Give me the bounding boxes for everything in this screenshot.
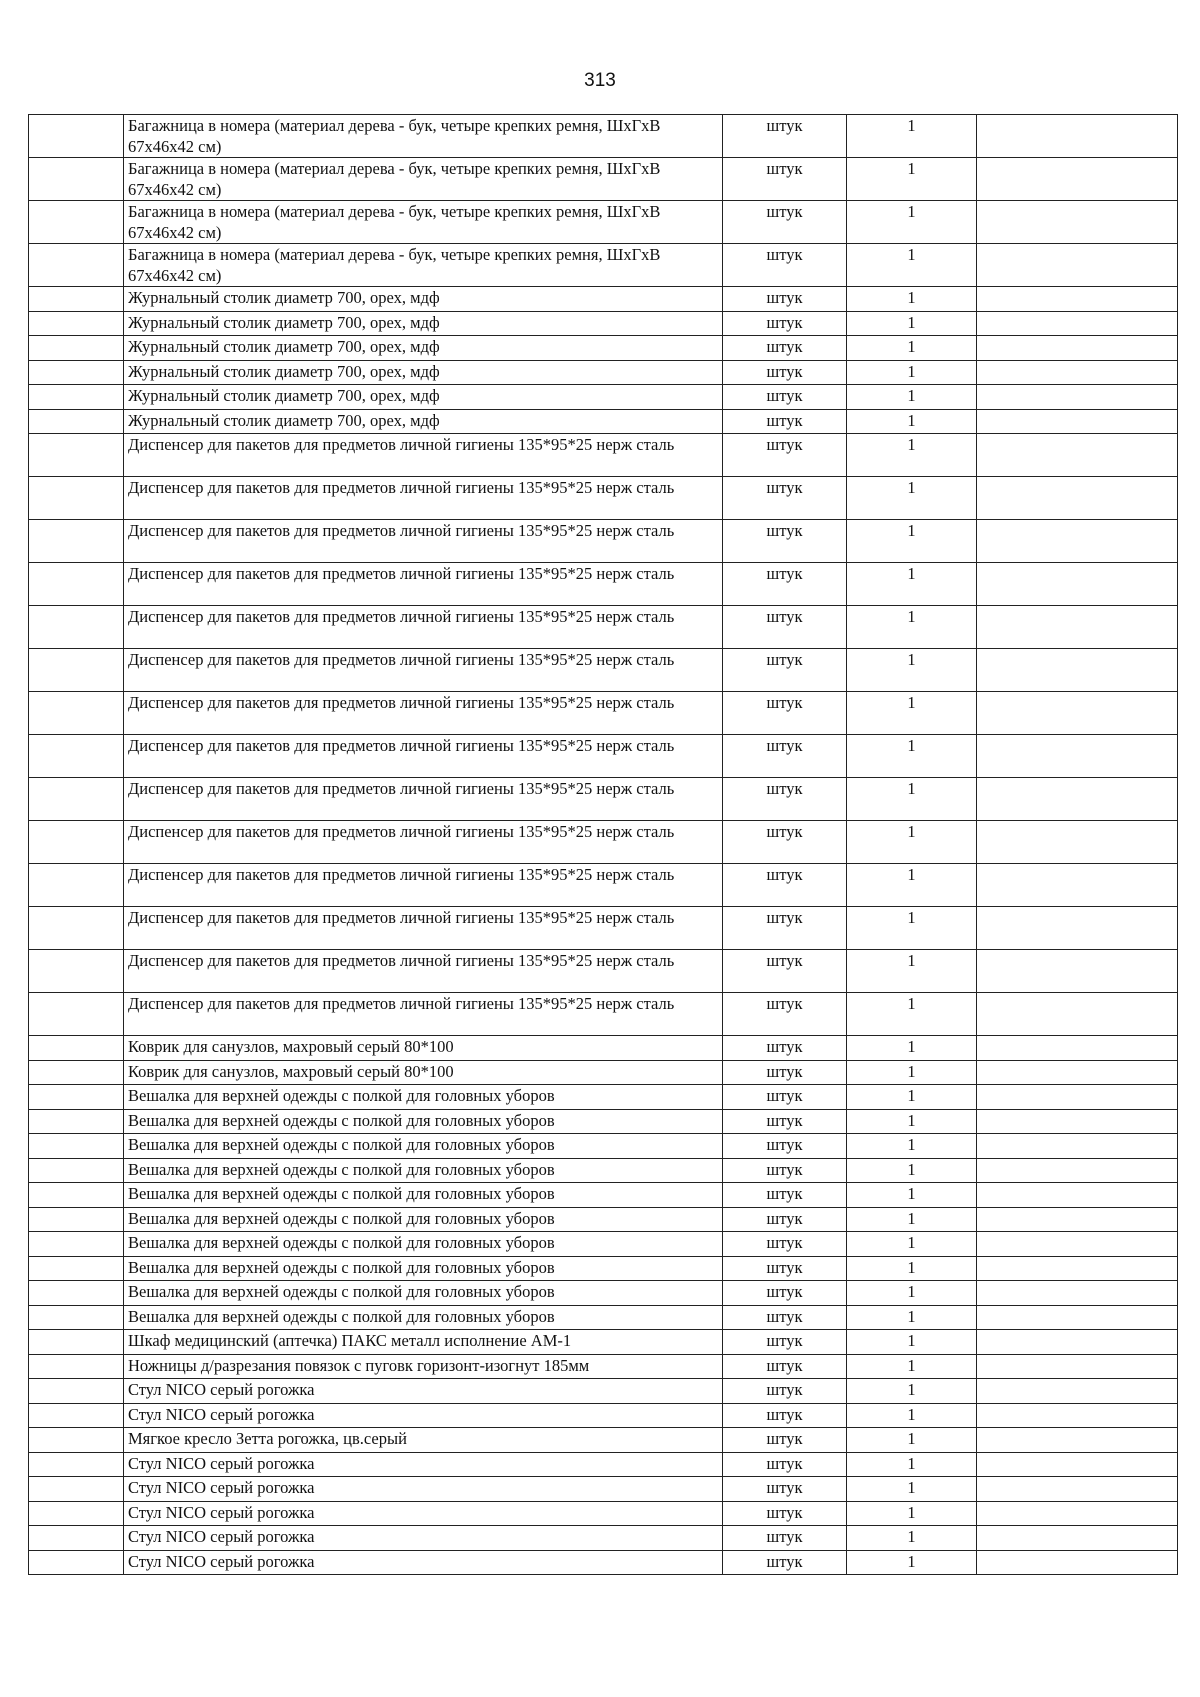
item-note-cell — [977, 1036, 1178, 1061]
table-row — [29, 1452, 1178, 1477]
row-number-cell — [29, 158, 124, 201]
item-unit-cell: штук — [723, 1134, 847, 1159]
item-unit-cell: штук — [723, 563, 847, 606]
item-qty-cell: 1 — [847, 1428, 977, 1453]
item-name-cell: Диспенсер для пакетов для предметов личной гигиены 135*95*25 нерж сталь — [124, 649, 723, 692]
item-name-cell: Вешалка для верхней одежды с полкой для головных уборов — [124, 1085, 723, 1110]
row-number-cell — [29, 477, 124, 520]
item-qty-cell: 1 — [847, 477, 977, 520]
item-qty-cell: 1 — [847, 1109, 977, 1134]
item-qty-cell: 1 — [847, 563, 977, 606]
item-unit-cell: штук — [723, 158, 847, 201]
item-unit-cell: штук — [723, 409, 847, 434]
item-unit-cell: штук — [723, 115, 847, 158]
row-number-cell — [29, 1526, 124, 1551]
row-number-cell — [29, 1477, 124, 1502]
item-qty-cell: 1 — [847, 1550, 977, 1575]
item-unit-cell: штук — [723, 1526, 847, 1551]
item-qty-cell: 1 — [847, 336, 977, 361]
item-unit-cell: штук — [723, 244, 847, 287]
item-name-cell: Багажница в номера (материал дерева - бук, четыре крепких ремня, ШхГхВ 67х46х42 см) — [124, 115, 723, 158]
item-note-cell — [977, 1207, 1178, 1232]
row-number-cell — [29, 201, 124, 244]
item-name-cell: Вешалка для верхней одежды с полкой для головных уборов — [124, 1134, 723, 1159]
item-note-cell — [977, 1379, 1178, 1404]
item-unit-cell: штук — [723, 649, 847, 692]
row-number-cell — [29, 434, 124, 477]
table-row — [29, 563, 1178, 606]
item-name-cell: Мягкое кресло Зетта рогожка, цв.серый — [124, 1428, 723, 1453]
table-row — [29, 1305, 1178, 1330]
item-qty-cell: 1 — [847, 520, 977, 563]
item-name-cell: Диспенсер для пакетов для предметов личной гигиены 135*95*25 нерж сталь — [124, 477, 723, 520]
row-number-cell — [29, 1158, 124, 1183]
table-row — [29, 907, 1178, 950]
table-row — [29, 520, 1178, 563]
item-name-cell: Багажница в номера (материал дерева - бук, четыре крепких ремня, ШхГхВ 67х46х42 см) — [124, 201, 723, 244]
item-qty-cell: 1 — [847, 1281, 977, 1306]
items-table-body — [29, 115, 1178, 1575]
item-name-cell: Багажница в номера (материал дерева - бук, четыре крепких ремня, ШхГхВ 67х46х42 см) — [124, 158, 723, 201]
item-unit-cell: штук — [723, 1085, 847, 1110]
item-name-cell: Стул NICO серый рогожка — [124, 1452, 723, 1477]
item-qty-cell: 1 — [847, 1452, 977, 1477]
item-unit-cell: штук — [723, 907, 847, 950]
item-qty-cell: 1 — [847, 1207, 977, 1232]
table-row — [29, 821, 1178, 864]
item-name-cell: Диспенсер для пакетов для предметов личной гигиены 135*95*25 нерж сталь — [124, 692, 723, 735]
row-number-cell — [29, 1403, 124, 1428]
item-note-cell — [977, 649, 1178, 692]
row-number-cell — [29, 287, 124, 312]
row-number-cell — [29, 649, 124, 692]
table-row — [29, 864, 1178, 907]
item-qty-cell: 1 — [847, 907, 977, 950]
item-qty-cell: 1 — [847, 1379, 977, 1404]
item-note-cell — [977, 287, 1178, 312]
item-note-cell — [977, 950, 1178, 993]
item-note-cell — [977, 1134, 1178, 1159]
row-number-cell — [29, 563, 124, 606]
item-unit-cell: штук — [723, 1452, 847, 1477]
item-note-cell — [977, 1158, 1178, 1183]
item-name-cell: Журнальный столик диаметр 700, орех, мдф — [124, 287, 723, 312]
table-row — [29, 1354, 1178, 1379]
item-qty-cell: 1 — [847, 158, 977, 201]
item-note-cell — [977, 477, 1178, 520]
item-unit-cell: штук — [723, 201, 847, 244]
item-unit-cell: штук — [723, 336, 847, 361]
table-row — [29, 115, 1178, 158]
item-note-cell — [977, 1550, 1178, 1575]
item-note-cell — [977, 563, 1178, 606]
item-name-cell: Диспенсер для пакетов для предметов личной гигиены 135*95*25 нерж сталь — [124, 778, 723, 821]
item-unit-cell: штук — [723, 434, 847, 477]
item-qty-cell: 1 — [847, 1501, 977, 1526]
item-note-cell — [977, 864, 1178, 907]
table-row — [29, 1477, 1178, 1502]
item-name-cell: Стул NICO серый рогожка — [124, 1501, 723, 1526]
table-row — [29, 1379, 1178, 1404]
table-row — [29, 1403, 1178, 1428]
table-row — [29, 1501, 1178, 1526]
item-unit-cell: штук — [723, 821, 847, 864]
item-qty-cell: 1 — [847, 1403, 977, 1428]
table-row — [29, 1134, 1178, 1159]
table-row — [29, 778, 1178, 821]
table-row — [29, 434, 1178, 477]
table-row — [29, 606, 1178, 649]
row-number-cell — [29, 1452, 124, 1477]
item-unit-cell: штук — [723, 1281, 847, 1306]
item-note-cell — [977, 1183, 1178, 1208]
item-qty-cell: 1 — [847, 311, 977, 336]
item-name-cell: Стул NICO серый рогожка — [124, 1550, 723, 1575]
table-row — [29, 1085, 1178, 1110]
row-number-cell — [29, 1354, 124, 1379]
table-row — [29, 201, 1178, 244]
row-number-cell — [29, 1036, 124, 1061]
item-note-cell — [977, 1109, 1178, 1134]
table-row — [29, 244, 1178, 287]
item-note-cell — [977, 606, 1178, 649]
item-note-cell — [977, 311, 1178, 336]
row-number-cell — [29, 1428, 124, 1453]
table-row — [29, 360, 1178, 385]
item-note-cell — [977, 1354, 1178, 1379]
item-note-cell — [977, 907, 1178, 950]
row-number-cell — [29, 692, 124, 735]
row-number-cell — [29, 606, 124, 649]
item-unit-cell: штук — [723, 1158, 847, 1183]
item-note-cell — [977, 1428, 1178, 1453]
item-unit-cell: штук — [723, 1379, 847, 1404]
table-row — [29, 1060, 1178, 1085]
item-qty-cell: 1 — [847, 606, 977, 649]
item-qty-cell: 1 — [847, 115, 977, 158]
item-qty-cell: 1 — [847, 864, 977, 907]
item-note-cell — [977, 434, 1178, 477]
item-name-cell: Диспенсер для пакетов для предметов личной гигиены 135*95*25 нерж сталь — [124, 606, 723, 649]
item-qty-cell: 1 — [847, 1158, 977, 1183]
item-name-cell: Диспенсер для пакетов для предметов личной гигиены 135*95*25 нерж сталь — [124, 520, 723, 563]
item-note-cell — [977, 1501, 1178, 1526]
item-unit-cell: штук — [723, 1305, 847, 1330]
item-qty-cell: 1 — [847, 287, 977, 312]
item-name-cell: Ножницы д/разрезания повязок с пуговк горизонт-изогнут 185мм — [124, 1354, 723, 1379]
table-row — [29, 158, 1178, 201]
table-row — [29, 1256, 1178, 1281]
item-name-cell: Вешалка для верхней одежды с полкой для головных уборов — [124, 1256, 723, 1281]
item-qty-cell: 1 — [847, 735, 977, 778]
item-name-cell: Багажница в номера (материал дерева - бук, четыре крепких ремня, ШхГхВ 67х46х42 см) — [124, 244, 723, 287]
item-name-cell: Коврик для санузлов, махровый серый 80*100 — [124, 1060, 723, 1085]
table-row — [29, 649, 1178, 692]
item-name-cell: Стул NICO серый рогожка — [124, 1526, 723, 1551]
row-number-cell — [29, 735, 124, 778]
item-note-cell — [977, 735, 1178, 778]
table-row — [29, 1109, 1178, 1134]
item-name-cell: Вешалка для верхней одежды с полкой для головных уборов — [124, 1158, 723, 1183]
items-table — [28, 114, 1178, 1575]
item-note-cell — [977, 336, 1178, 361]
item-qty-cell: 1 — [847, 434, 977, 477]
item-note-cell — [977, 1256, 1178, 1281]
item-note-cell — [977, 821, 1178, 864]
item-unit-cell: штук — [723, 735, 847, 778]
row-number-cell — [29, 360, 124, 385]
item-unit-cell: штук — [723, 520, 847, 563]
page-number: 313 — [584, 70, 616, 91]
item-qty-cell: 1 — [847, 201, 977, 244]
table-row — [29, 993, 1178, 1036]
item-note-cell — [977, 115, 1178, 158]
table-row — [29, 311, 1178, 336]
item-name-cell: Стул NICO серый рогожка — [124, 1379, 723, 1404]
item-name-cell: Вешалка для верхней одежды с полкой для головных уборов — [124, 1207, 723, 1232]
item-name-cell: Вешалка для верхней одежды с полкой для головных уборов — [124, 1305, 723, 1330]
row-number-cell — [29, 385, 124, 410]
item-qty-cell: 1 — [847, 1477, 977, 1502]
item-note-cell — [977, 1085, 1178, 1110]
item-unit-cell: штук — [723, 1550, 847, 1575]
item-qty-cell: 1 — [847, 1232, 977, 1257]
item-qty-cell: 1 — [847, 1256, 977, 1281]
item-unit-cell: штук — [723, 1207, 847, 1232]
item-qty-cell: 1 — [847, 1330, 977, 1355]
row-number-cell — [29, 1330, 124, 1355]
item-unit-cell: штук — [723, 1256, 847, 1281]
table-row — [29, 1281, 1178, 1306]
item-note-cell — [977, 1526, 1178, 1551]
item-unit-cell: штук — [723, 778, 847, 821]
item-unit-cell: штук — [723, 385, 847, 410]
item-note-cell — [977, 520, 1178, 563]
row-number-cell — [29, 244, 124, 287]
item-name-cell: Диспенсер для пакетов для предметов личной гигиены 135*95*25 нерж сталь — [124, 950, 723, 993]
item-qty-cell: 1 — [847, 244, 977, 287]
row-number-cell — [29, 1232, 124, 1257]
row-number-cell — [29, 311, 124, 336]
item-unit-cell: штук — [723, 311, 847, 336]
table-row — [29, 1330, 1178, 1355]
item-unit-cell: штук — [723, 1060, 847, 1085]
row-number-cell — [29, 1109, 124, 1134]
table-row — [29, 1158, 1178, 1183]
item-qty-cell: 1 — [847, 360, 977, 385]
table-row — [29, 1526, 1178, 1551]
item-name-cell: Вешалка для верхней одежды с полкой для головных уборов — [124, 1183, 723, 1208]
item-name-cell: Вешалка для верхней одежды с полкой для головных уборов — [124, 1109, 723, 1134]
item-name-cell: Журнальный столик диаметр 700, орех, мдф — [124, 409, 723, 434]
row-number-cell — [29, 1501, 124, 1526]
table-row — [29, 1428, 1178, 1453]
item-unit-cell: штук — [723, 477, 847, 520]
item-name-cell: Стул NICO серый рогожка — [124, 1403, 723, 1428]
item-name-cell: Диспенсер для пакетов для предметов личной гигиены 135*95*25 нерж сталь — [124, 434, 723, 477]
item-name-cell: Диспенсер для пакетов для предметов личной гигиены 135*95*25 нерж сталь — [124, 563, 723, 606]
table-row — [29, 477, 1178, 520]
table-row — [29, 385, 1178, 410]
item-note-cell — [977, 692, 1178, 735]
table-row — [29, 409, 1178, 434]
item-note-cell — [977, 360, 1178, 385]
item-note-cell — [977, 993, 1178, 1036]
row-number-cell — [29, 1256, 124, 1281]
item-unit-cell: штук — [723, 606, 847, 649]
item-note-cell — [977, 244, 1178, 287]
item-note-cell — [977, 158, 1178, 201]
row-number-cell — [29, 950, 124, 993]
item-name-cell: Коврик для санузлов, махровый серый 80*100 — [124, 1036, 723, 1061]
item-unit-cell: штук — [723, 1183, 847, 1208]
item-unit-cell: штук — [723, 1330, 847, 1355]
item-qty-cell: 1 — [847, 1305, 977, 1330]
item-qty-cell: 1 — [847, 1526, 977, 1551]
table-row — [29, 1550, 1178, 1575]
item-name-cell: Стул NICO серый рогожка — [124, 1477, 723, 1502]
item-name-cell: Диспенсер для пакетов для предметов личной гигиены 135*95*25 нерж сталь — [124, 735, 723, 778]
table-row — [29, 336, 1178, 361]
item-unit-cell: штук — [723, 1354, 847, 1379]
row-number-cell — [29, 336, 124, 361]
item-qty-cell: 1 — [847, 950, 977, 993]
item-name-cell: Журнальный столик диаметр 700, орех, мдф — [124, 311, 723, 336]
item-name-cell: Вешалка для верхней одежды с полкой для головных уборов — [124, 1281, 723, 1306]
item-qty-cell: 1 — [847, 649, 977, 692]
row-number-cell — [29, 864, 124, 907]
item-qty-cell: 1 — [847, 385, 977, 410]
table-row — [29, 1207, 1178, 1232]
item-qty-cell: 1 — [847, 1183, 977, 1208]
item-qty-cell: 1 — [847, 993, 977, 1036]
row-number-cell — [29, 1305, 124, 1330]
item-unit-cell: штук — [723, 1403, 847, 1428]
item-name-cell: Журнальный столик диаметр 700, орех, мдф — [124, 336, 723, 361]
item-unit-cell: штук — [723, 287, 847, 312]
item-qty-cell: 1 — [847, 1060, 977, 1085]
table-row — [29, 287, 1178, 312]
item-unit-cell: штук — [723, 1477, 847, 1502]
item-qty-cell: 1 — [847, 692, 977, 735]
table-row — [29, 1183, 1178, 1208]
item-name-cell: Диспенсер для пакетов для предметов личной гигиены 135*95*25 нерж сталь — [124, 864, 723, 907]
item-name-cell: Диспенсер для пакетов для предметов личной гигиены 135*95*25 нерж сталь — [124, 821, 723, 864]
item-qty-cell: 1 — [847, 409, 977, 434]
row-number-cell — [29, 821, 124, 864]
row-number-cell — [29, 1060, 124, 1085]
item-unit-cell: штук — [723, 1232, 847, 1257]
row-number-cell — [29, 409, 124, 434]
table-row — [29, 1232, 1178, 1257]
item-qty-cell: 1 — [847, 1134, 977, 1159]
item-unit-cell: штук — [723, 692, 847, 735]
item-note-cell — [977, 1477, 1178, 1502]
row-number-cell — [29, 778, 124, 821]
table-row — [29, 735, 1178, 778]
row-number-cell — [29, 520, 124, 563]
table-row — [29, 1036, 1178, 1061]
item-note-cell — [977, 1305, 1178, 1330]
item-note-cell — [977, 1403, 1178, 1428]
item-unit-cell: штук — [723, 993, 847, 1036]
item-unit-cell: штук — [723, 950, 847, 993]
item-qty-cell: 1 — [847, 821, 977, 864]
row-number-cell — [29, 1134, 124, 1159]
item-note-cell — [977, 778, 1178, 821]
item-unit-cell: штук — [723, 1428, 847, 1453]
item-note-cell — [977, 1232, 1178, 1257]
item-name-cell: Шкаф медицинский (аптечка) ПАКС металл исполнение АМ-1 — [124, 1330, 723, 1355]
item-unit-cell: штук — [723, 1109, 847, 1134]
row-number-cell — [29, 1207, 124, 1232]
item-unit-cell: штук — [723, 360, 847, 385]
item-qty-cell: 1 — [847, 1085, 977, 1110]
row-number-cell — [29, 1281, 124, 1306]
row-number-cell — [29, 1550, 124, 1575]
table-row — [29, 950, 1178, 993]
item-qty-cell: 1 — [847, 778, 977, 821]
item-qty-cell: 1 — [847, 1354, 977, 1379]
row-number-cell — [29, 993, 124, 1036]
row-number-cell — [29, 115, 124, 158]
item-unit-cell: штук — [723, 1036, 847, 1061]
item-name-cell: Журнальный столик диаметр 700, орех, мдф — [124, 385, 723, 410]
item-note-cell — [977, 1281, 1178, 1306]
row-number-cell — [29, 1085, 124, 1110]
item-note-cell — [977, 409, 1178, 434]
item-name-cell: Вешалка для верхней одежды с полкой для головных уборов — [124, 1232, 723, 1257]
item-note-cell — [977, 1330, 1178, 1355]
item-note-cell — [977, 201, 1178, 244]
item-name-cell: Диспенсер для пакетов для предметов личной гигиены 135*95*25 нерж сталь — [124, 907, 723, 950]
item-note-cell — [977, 1060, 1178, 1085]
item-unit-cell: штук — [723, 864, 847, 907]
row-number-cell — [29, 907, 124, 950]
item-unit-cell: штук — [723, 1501, 847, 1526]
item-note-cell — [977, 1452, 1178, 1477]
table-row — [29, 692, 1178, 735]
item-note-cell — [977, 385, 1178, 410]
row-number-cell — [29, 1379, 124, 1404]
item-name-cell: Диспенсер для пакетов для предметов личной гигиены 135*95*25 нерж сталь — [124, 993, 723, 1036]
row-number-cell — [29, 1183, 124, 1208]
item-name-cell: Журнальный столик диаметр 700, орех, мдф — [124, 360, 723, 385]
item-qty-cell: 1 — [847, 1036, 977, 1061]
